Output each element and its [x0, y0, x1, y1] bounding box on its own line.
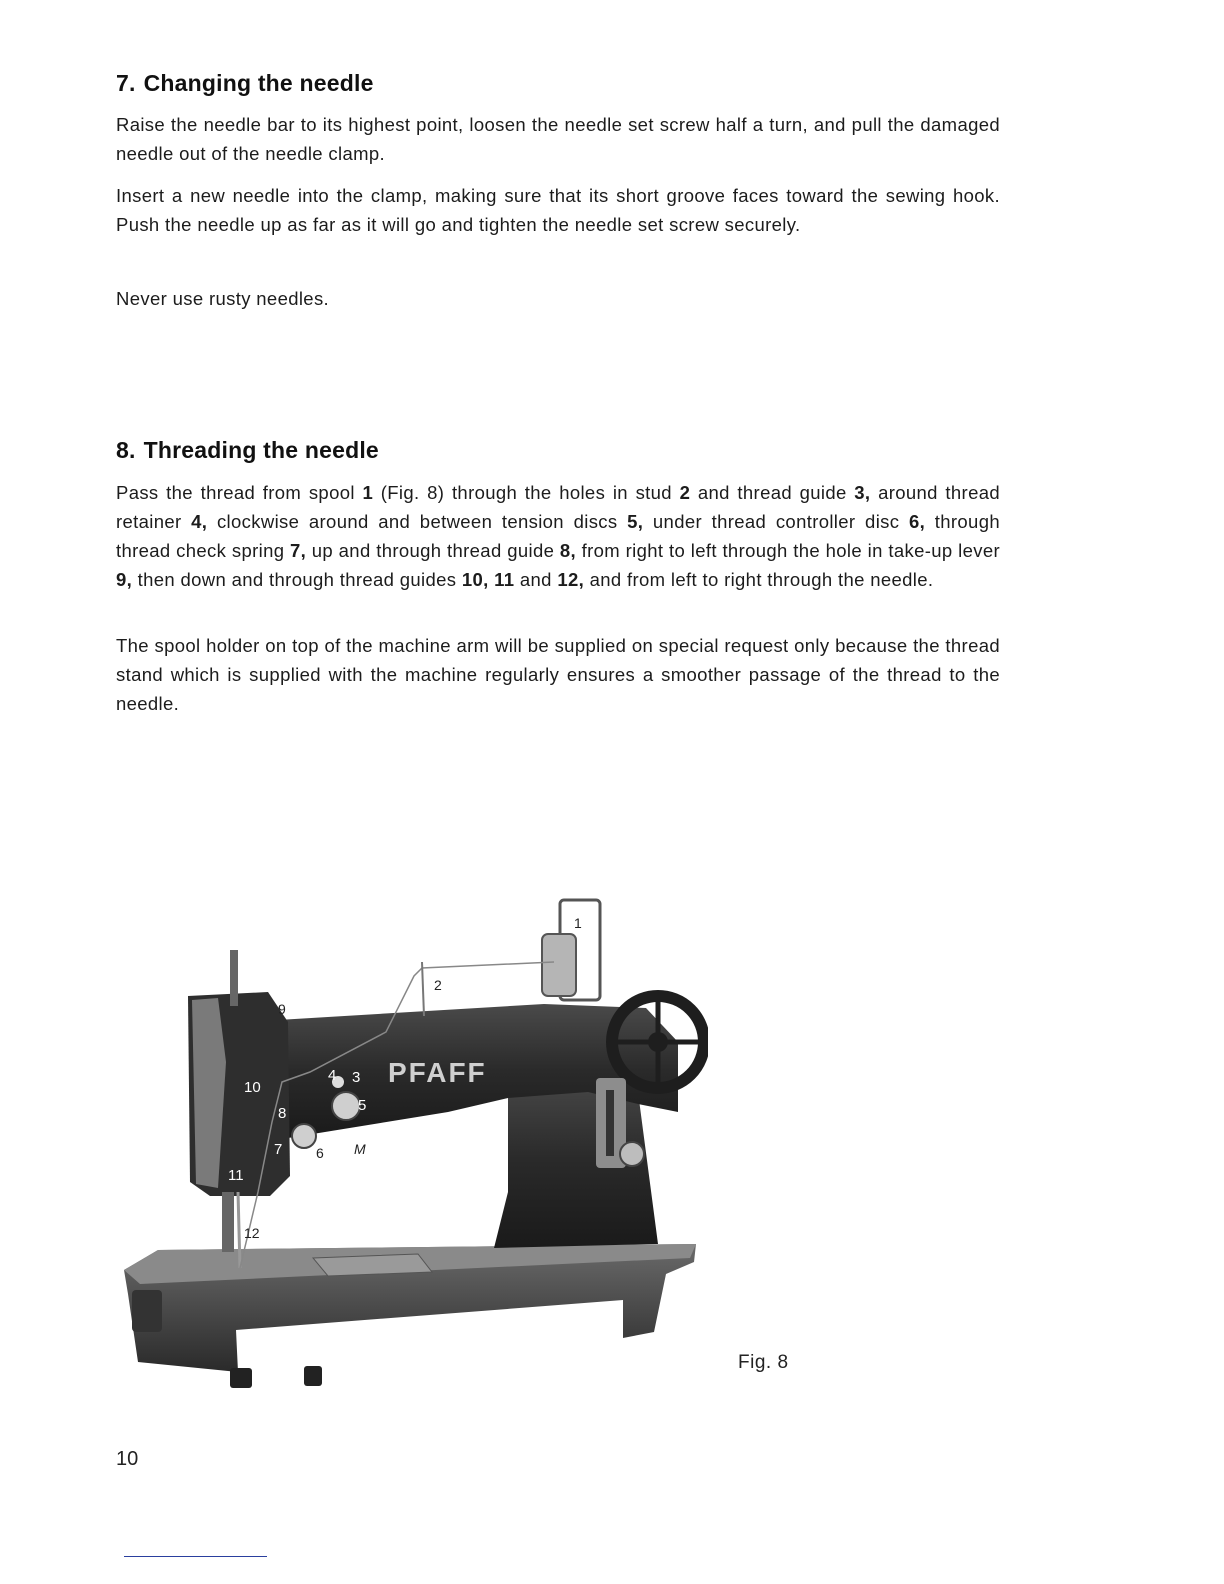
- section-7-paragraph-2: Insert a new needle into the clamp, making sure that its short groove faces toward the sewing hook. Push the needle up as far as it will go and tighten the needle set screw securely.: [116, 185, 1000, 235]
- section-7-paragraph-1: Raise the needle bar to its highest point, loosen the needle set screw half a turn, and pull the damaged needle out of the needle clamp.: [116, 114, 1000, 164]
- sewing-machine-figure: [118, 892, 708, 1400]
- needle-bar: [230, 950, 238, 1006]
- section-8-title: Threading the needle: [143, 437, 379, 463]
- machine-foot: [230, 1368, 252, 1388]
- section-7-paragraph-3: Never use rusty needles.: [116, 288, 330, 309]
- callout-M: M: [354, 1141, 366, 1157]
- tension-discs: [332, 1092, 360, 1120]
- section-7-title: Changing the needle: [143, 70, 374, 96]
- thread-controller-disc: [292, 1124, 316, 1148]
- sewing-machine-illustration: [118, 892, 708, 1400]
- callout-2: 2: [434, 977, 442, 993]
- callout-8: 8: [278, 1105, 287, 1122]
- callout-3: 3: [352, 1069, 361, 1086]
- callout-10: 10: [244, 1079, 261, 1096]
- section-8-heading: [116, 437, 379, 464]
- regulator-knob: [620, 1142, 644, 1166]
- hinge-block: [132, 1290, 162, 1332]
- footer-rule: [124, 1556, 267, 1557]
- machine-brand: PFAFF: [388, 1057, 487, 1088]
- callout-4: 4: [328, 1067, 337, 1084]
- machine-foot: [304, 1366, 322, 1386]
- section-7-number: 7.: [116, 70, 136, 96]
- presser-bar: [222, 1192, 234, 1252]
- section-8-paragraph-2: The spool holder on top of the machine arm will be supplied on special request only because the thread stand which is supplied with the machine regularly ensures a smoother passage of the thread to the needle.: [116, 635, 1000, 714]
- section-7-heading: [116, 70, 374, 97]
- callout-11: 11: [228, 1167, 244, 1184]
- callout-1: 1: [574, 915, 582, 931]
- section-8-paragraph-1: Pass the thread from spool 1 (Fig. 8) through the holes in stud 2 and thread guide 3, around thread retainer 4, clockwise around and between tension discs 5, under thread controller disc 6, through thread check spring 7, up and through thread guide 8, from right to left through the hole in take-up lever 9, then down and through thread guides 10, 11 and 12, and from left to right through the needle.: [116, 482, 1001, 590]
- callout-12: 12: [244, 1225, 260, 1241]
- figure-caption: Fig. 8: [738, 1352, 789, 1373]
- callout-5: 5: [358, 1097, 367, 1114]
- thread-spool: [542, 934, 576, 996]
- needle-plate: [313, 1254, 432, 1276]
- callout-9: 9: [278, 1001, 286, 1017]
- needle: [238, 1192, 240, 1268]
- thread-stand-rod: [422, 962, 424, 1016]
- section-8-number: 8.: [116, 437, 136, 463]
- callout-7: 7: [274, 1141, 283, 1158]
- callout-6: 6: [316, 1145, 324, 1161]
- page-number: 10: [116, 1448, 139, 1470]
